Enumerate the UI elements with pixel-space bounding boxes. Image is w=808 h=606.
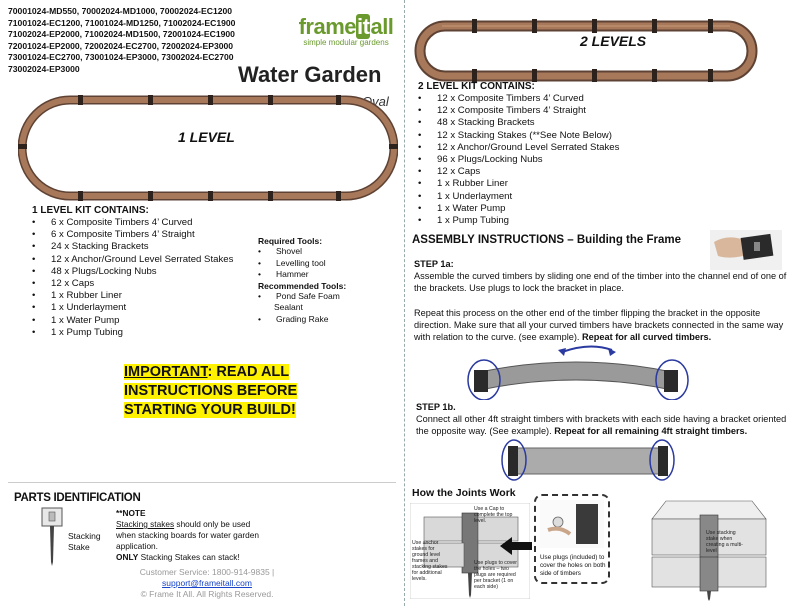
footer <box>118 567 296 601</box>
list-item: • 12 x Caps <box>418 166 619 178</box>
step-1b-bold: Repeat for all remaining 4ft straight timbers. <box>554 426 748 437</box>
list-item: • 48 x Stacking Brackets <box>418 117 619 129</box>
list-item: • 12 x Anchor/Ground Level Serrated Stakes <box>418 142 619 154</box>
list-item: • 12 x Composite Timbers 4’ Curved <box>418 93 619 105</box>
step-1b-text: Connect all other 4ft straight timbers with brackets with each side having a bracket oriented the opposite way. (See example). <box>416 414 787 437</box>
recommended-tools-list <box>258 291 346 326</box>
required-tools-list <box>258 246 346 281</box>
brand-name-part: frame <box>298 14 356 39</box>
stacking-stake-image <box>36 506 68 568</box>
copyright: © Frame It All. All Rights Reserved. <box>140 589 274 600</box>
list-item: • Levelling tool <box>258 258 346 270</box>
list-item: • Grading Rake <box>258 314 346 326</box>
list-item: • 12 x Stacking Stakes (**See Note Below) <box>418 130 619 142</box>
list-item-continuation: Sealant <box>274 302 303 312</box>
product-code-line: 72001024-EP2000, 72002024-EC2700, 72002024-EP3000 <box>8 40 234 51</box>
list-item: • 1 x Rubber Liner <box>418 178 619 190</box>
list-item: • 12 x Composite Timbers 4’ Straight <box>418 105 619 117</box>
step-1a-paragraph-2 <box>414 307 788 344</box>
step-1b-paragraph <box>416 413 790 437</box>
brand-name-part: it <box>357 14 370 39</box>
level-1-kit-title: 1 LEVEL KIT CONTAINS: <box>32 205 149 216</box>
note-link: Stacking stakes <box>116 519 175 529</box>
list-item: • 6 x Composite Timbers 4’ Straight <box>32 229 233 241</box>
list-item: • 1 x Rubber Liner <box>32 290 233 302</box>
plugs-note: Use plugs to cover the holes – two plugs are required per bracket (1 on each side) <box>474 560 517 590</box>
stake-label <box>68 531 101 553</box>
oval-frame-1-level <box>18 94 398 202</box>
assembly-title: ASSEMBLY INSTRUCTIONS – Building the Frame <box>412 234 682 246</box>
list-item: • 1 x Water Pump <box>418 203 619 215</box>
list-item: • 1 x Water Pump <box>32 315 233 327</box>
important-notice <box>124 363 297 420</box>
level-2-kit-title: 2 LEVEL KIT CONTAINS: <box>418 81 535 92</box>
important-text: STARTING YOUR BUILD! <box>124 402 296 418</box>
product-code-line: 71001024-EC1200, 71001024-MD1250, 71002024-EC1900 <box>8 17 236 28</box>
level-1-label: 1 LEVEL <box>178 129 235 145</box>
note-body-2 <box>116 552 266 563</box>
list-item: • Shovel <box>258 246 346 258</box>
plug-closeup-image <box>540 500 604 548</box>
page-divider-horizontal <box>8 482 396 483</box>
required-tools-title: Required Tools: <box>258 236 323 246</box>
stacking-note-diagram: Use stacking stake when creating a multi-level <box>706 530 743 554</box>
note-body <box>116 519 266 552</box>
product-code-line: 71002024-EP2000, 71002024-MD1500, 72001024-EC1900 <box>8 29 235 39</box>
level-2-label: 2 LEVELS <box>580 33 647 49</box>
brand-name <box>296 14 396 40</box>
note-title: **NOTE <box>116 508 146 518</box>
support-email-link[interactable]: support@frameitall.com <box>162 578 252 589</box>
note-bold: ONLY <box>116 552 139 562</box>
product-code-line: 70001024-MD550, 70002024-MD1000, 70002024-EC1200 <box>8 6 233 16</box>
bracket-marks <box>18 95 398 201</box>
brand-name-part: all <box>370 14 394 39</box>
list-item: • Pond Safe Foam <box>258 291 346 303</box>
stake-label-line: Stacking <box>68 531 101 541</box>
important-text: INSTRUCTIONS BEFORE <box>124 383 298 399</box>
page-title: Water Garden <box>238 62 382 87</box>
brand-logo <box>296 14 396 47</box>
recommended-tools-title: Recommended Tools: <box>258 280 347 291</box>
important-word: IMPORTANT <box>124 364 208 380</box>
step-1a-title: STEP 1a: <box>414 259 454 269</box>
straight-timber-example <box>500 438 676 482</box>
list-item: • 24 x Stacking Brackets <box>32 241 233 253</box>
anchor-note: Use anchor stakes for ground level frames and stacking stakes for additional levels. <box>412 540 448 582</box>
list-item: • 48 x Plugs/Locking Nubs <box>32 266 233 278</box>
step-1b-title: STEP 1b. <box>416 402 456 412</box>
joints-title: How the Joints Work <box>412 487 516 499</box>
note-text: should only be used when stacking boards for water garden application. <box>116 519 259 551</box>
brand-tagline: simple modular gardens <box>303 38 389 47</box>
list-item: • 6 x Composite Timbers 4’ Curved <box>32 217 233 229</box>
list-item: • 1 x Pump Tubing <box>418 215 619 227</box>
product-code-line: 73001024-EC2700, 73001024-EP3000, 73002024-EC2700 <box>8 52 234 62</box>
list-item: • 12 x Anchor/Ground Level Serrated Stakes <box>32 254 233 266</box>
step-1a-text: Repeat this process on the other end of the timber flipping the bracket in the opposite direction. Make sure that all your curved timbers have brackets connected in the same way with relation to the curve. (see example). <box>414 307 784 343</box>
customer-service: Customer Service: 1800-914-9835 | <box>139 567 275 577</box>
step-1a-paragraph-1: Assemble the curved timbers by sliding one end of the timber into the channel end of one of the brackets. Use plugs to lock the bracket in place. <box>414 271 787 294</box>
note-end: Stacking Stakes can stack! <box>138 552 240 562</box>
important-text: : READ ALL <box>207 364 290 380</box>
level-1-kit-list <box>32 217 233 339</box>
plugs-callout: Use plugs (included) to cover the holes on both side of timbers <box>540 554 606 577</box>
arrow-icon <box>498 536 534 556</box>
curved-timber-example <box>466 342 694 400</box>
stake-label-line: Stake <box>68 542 90 552</box>
level-2-kit-list <box>418 93 619 227</box>
product-code-line: 73002024-EP3000 <box>8 63 80 74</box>
list-item: • Hammer <box>258 269 346 281</box>
step-1b <box>416 401 790 438</box>
page-subtitle: Oval <box>362 94 389 109</box>
list-item: • 1 x Underlayment <box>418 191 619 203</box>
step-1a-bold: Repeat for all curved timbers. <box>582 332 712 343</box>
list-item: • 96 x Plugs/Locking Nubs <box>418 154 619 166</box>
tools-section <box>258 236 346 325</box>
cap-note: Use a Cap to complete the top level. <box>474 506 513 524</box>
step-1a <box>414 258 788 343</box>
page-divider-vertical <box>404 0 405 606</box>
product-codes <box>8 6 258 75</box>
list-item: • 1 x Pump Tubing <box>32 327 233 339</box>
stacking-note <box>116 508 266 563</box>
list-item: • 1 x Underlayment <box>32 302 233 314</box>
parts-identification-title: PARTS IDENTIFICATION <box>14 492 141 504</box>
list-item: • 12 x Caps <box>32 278 233 290</box>
